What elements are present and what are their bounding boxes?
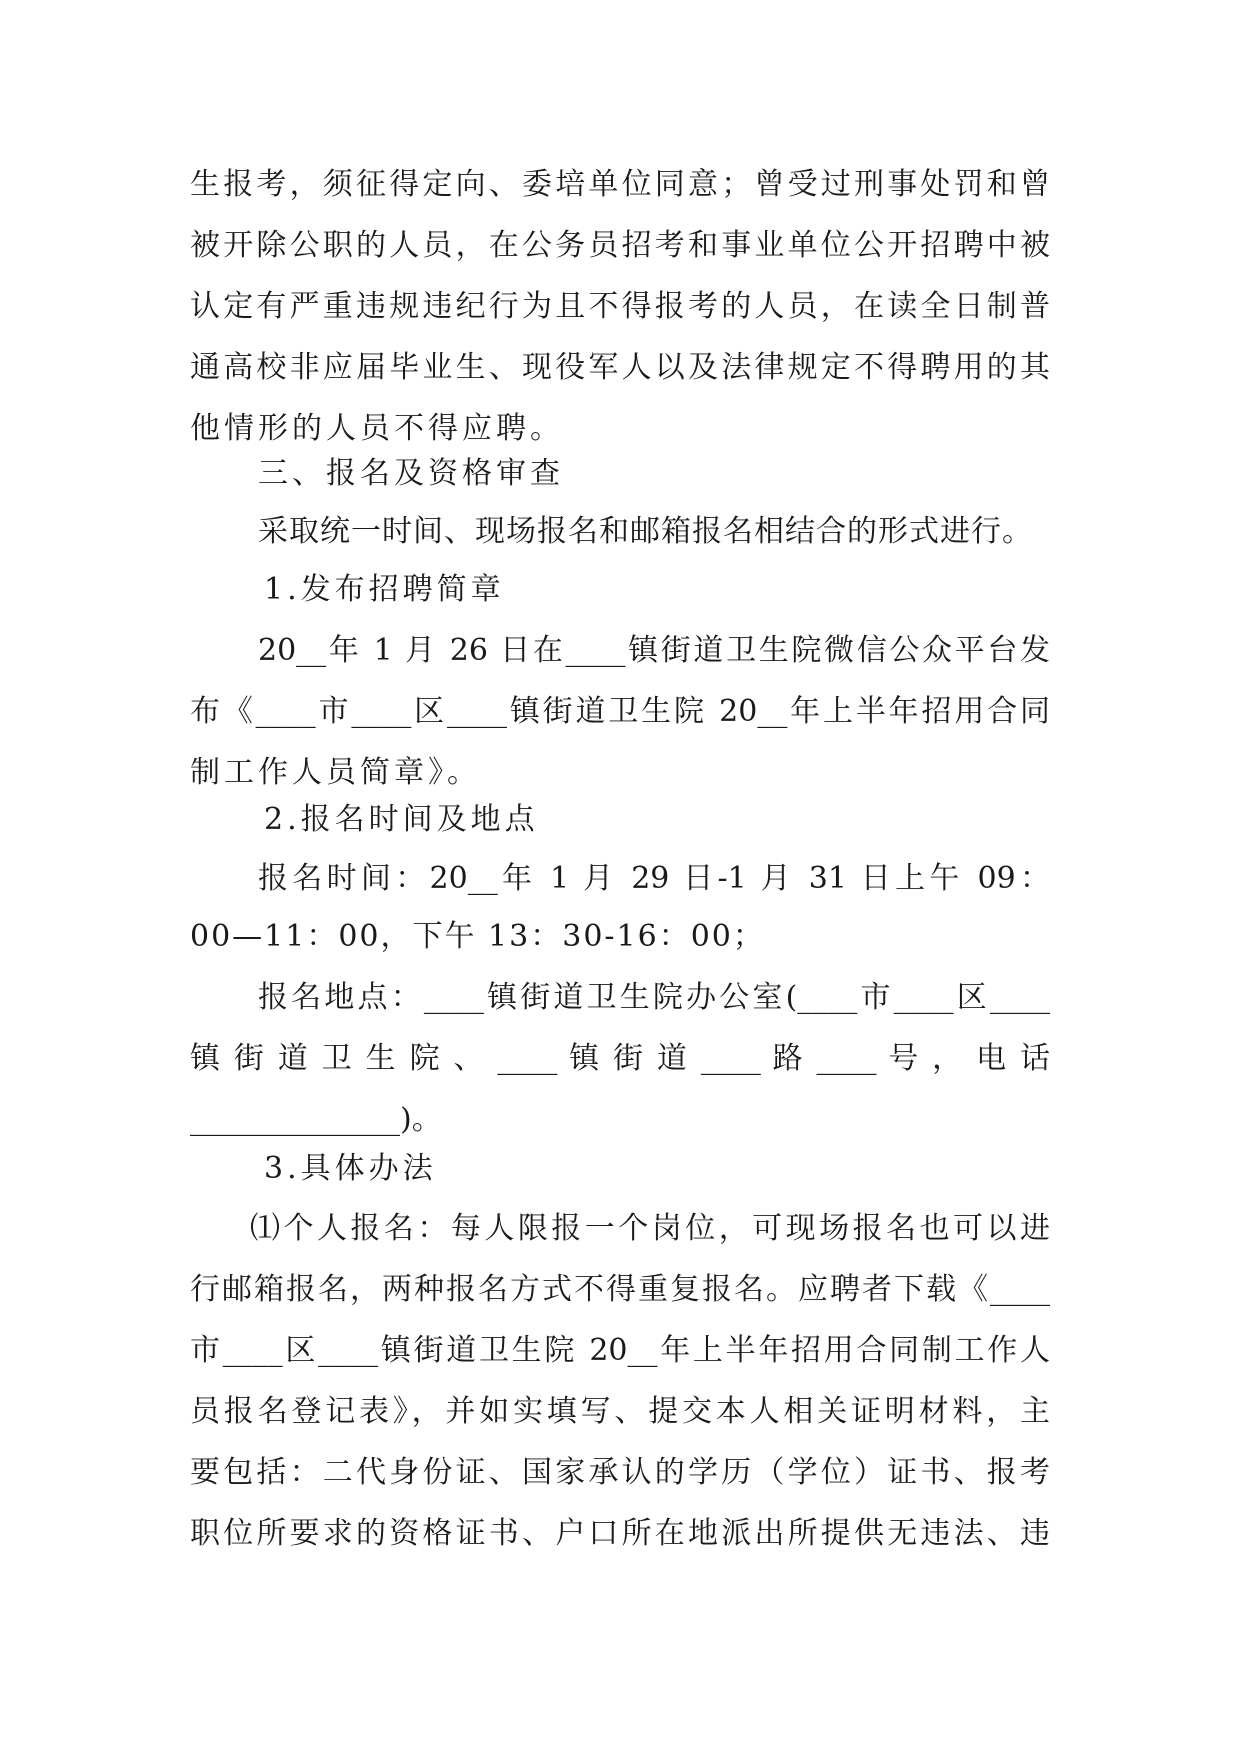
text-line: 要包括：二代身份证、国家承认的学历（学位）证书、报考 [190,1455,1050,1490]
text-line: 报名时间：20__年 1 月 29 日-1 月 31 日上午 09： [258,861,1050,896]
text-line: 生报考，须征得定向、委培单位同意；曾受过刑事处罚和曾 [190,167,1050,202]
sub-heading: 3.具体办法 [264,1151,437,1186]
text-line: ______________)。 [190,1102,442,1137]
sub-heading: 1.发布招聘简章 [264,572,505,607]
text-line: 布《____市____区____镇街道卫生院 20__年上半年招用合同 [190,694,1050,729]
text-line: 市____区____镇街道卫生院 20__年上半年招用合同制工作人 [190,1333,1050,1368]
text-line: 员报名登记表》，并如实填写、提交本人相关证明材料，主 [190,1394,1050,1429]
text-line: 通高校非应届毕业生、现役军人以及法律规定不得聘用的其 [190,350,1050,385]
text-line: ⑴个人报名：每人限报一个岗位，可现场报名也可以进 [250,1211,1050,1246]
text-line: 行邮箱报名，两种报名方式不得重复报名。应聘者下载《____ [190,1272,1050,1307]
text-line: 镇 街 道 卫 生 院 、 ____ 镇 街 道 ____ 路 ____ 号 ， 电 话 [190,1041,1050,1076]
text-line: 报名地点：____镇街道卫生院办公室(____市____区____ [258,980,1050,1015]
sub-heading: 2.报名时间及地点 [264,802,539,837]
text-line: 20__年 1 月 26 日在____镇街道卫生院微信公众平台发 [258,633,1050,668]
section-heading: 三、报名及资格审查 [258,456,564,491]
text-line: 认定有严重违规违纪行为且不得报考的人员，在读全日制普 [190,289,1050,324]
text-line: 被开除公职的人员，在公务员招考和事业单位公开招聘中被 [190,228,1050,263]
text-line: 采取统一时间、现场报名和邮箱报名相结合的形式进行。 [258,514,1033,549]
text-line: 制工作人员简章》。 [190,755,481,790]
text-line: 他情形的人员不得应聘。 [190,411,564,446]
text-line: 职位所要求的资格证书、户口所在地派出所提供无违法、违 [190,1516,1050,1551]
text-line: 00—11：00，下午 13：30-16：00； [190,919,765,954]
